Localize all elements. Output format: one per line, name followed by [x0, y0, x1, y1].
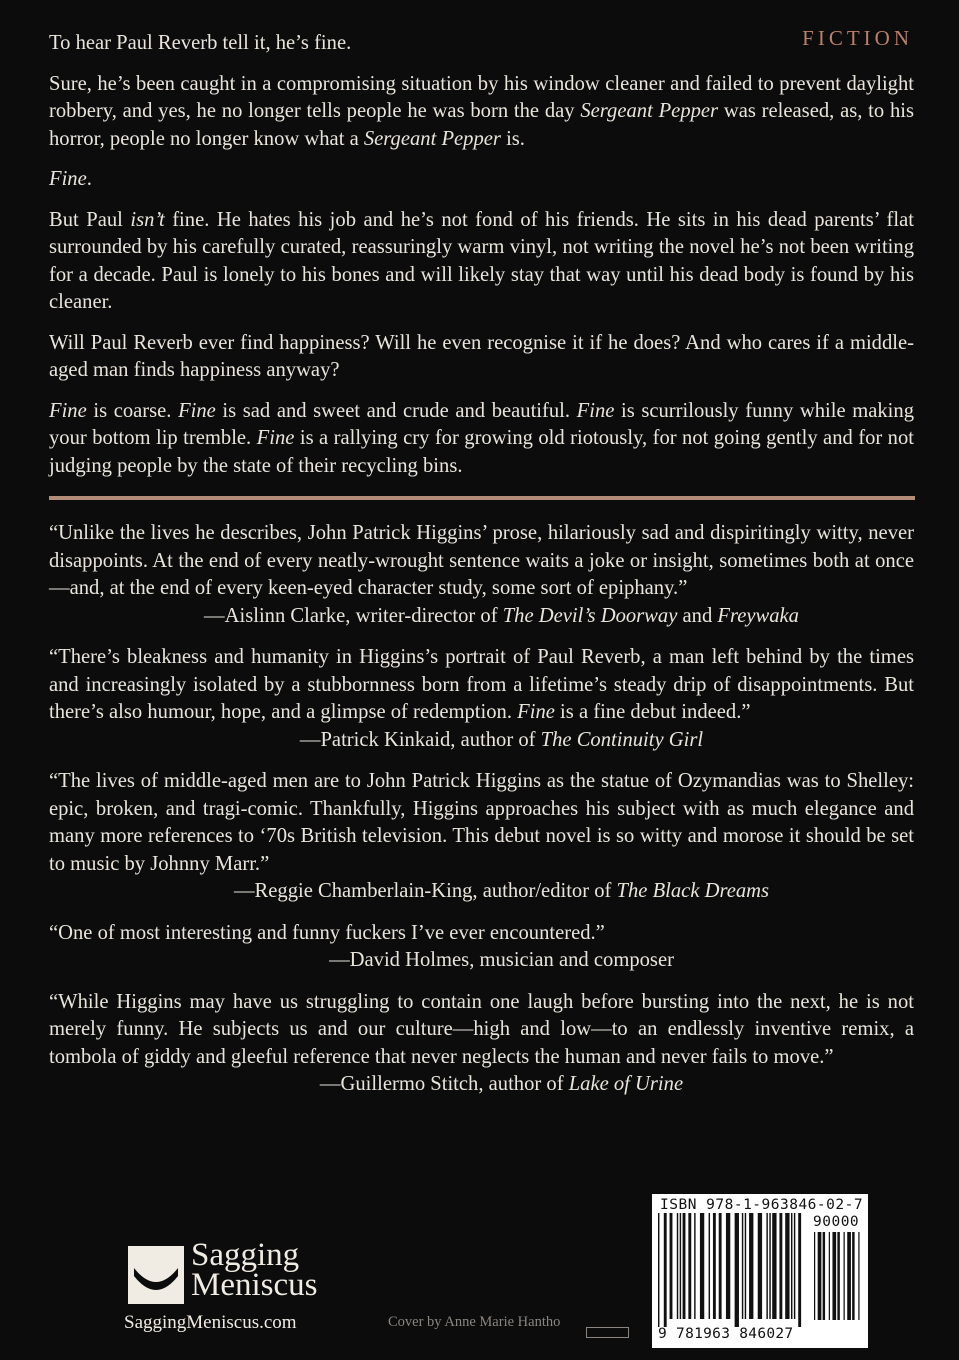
barcode-bars	[658, 1213, 804, 1327]
text-run: Sure, he’s been caught in a compromising situation by his window cleaner and failed to prevent daylight robbery, and yes, he no longer tells people he was born the day	[49, 72, 914, 122]
barcode-bar	[766, 1213, 767, 1319]
italic-text: isn’t	[130, 208, 165, 231]
text-run: was released, as, to his horror, people no longer know what a	[49, 100, 914, 150]
italic-text: Fine	[517, 701, 555, 723]
barcode	[652, 1194, 868, 1348]
barcode-bar	[677, 1213, 678, 1319]
barcode-bar	[713, 1213, 716, 1319]
text-run: “The lives of middle-aged men are to John Patrick Higgins as the statue of Ozymandias was to Shelley: epic, broken, and tragi-comic. Thankfully, Higgins approaches his subject with as much elegance and many more references to ‘70s British television. This debut novel is so witty and morose it should be set to music by Johnny Marr.”	[49, 770, 914, 875]
text-run: is a rallying cry for growing old riotously, for not going gently and for not judging people by the state of their recycling bins.	[49, 427, 915, 477]
text-run: is sad and sweet and crude and beautiful.	[215, 399, 577, 422]
barcode-bar	[769, 1213, 770, 1319]
text-run: .	[86, 168, 92, 190]
review-attribution	[49, 878, 914, 906]
review	[49, 768, 914, 906]
barcode-bar	[772, 1213, 776, 1319]
review-quote	[49, 989, 914, 1072]
italic-text: Fine	[256, 427, 295, 449]
italic-text: The Devil’s Doorway	[502, 604, 678, 627]
barcode-bar	[779, 1213, 782, 1319]
text-run: To hear Paul Reverb tell it, he’s fine.	[49, 32, 352, 54]
barcode-bar	[742, 1213, 743, 1319]
text-run: and	[677, 604, 718, 627]
italic-text: The Black Dreams	[616, 880, 770, 902]
review-attribution	[49, 727, 914, 755]
review	[49, 920, 914, 975]
barcode-bar	[794, 1213, 795, 1319]
barcode-bar	[680, 1213, 681, 1319]
barcode-bar	[818, 1232, 822, 1320]
review-attribution	[49, 603, 914, 631]
meniscus-icon	[128, 1246, 184, 1304]
barcode-addon-digits: 90000	[813, 1214, 860, 1230]
text-run: Will Paul Reverb ever find happiness? Will he even recognise it if he does? And who cares if a middle-aged man finds happiness anyway?	[49, 331, 914, 381]
barcode-bar	[837, 1232, 839, 1320]
italic-text: The Continuity Girl	[540, 728, 704, 751]
publisher-name-line: Meniscus	[191, 1267, 318, 1303]
barcode-bar	[726, 1213, 730, 1319]
review-quote	[49, 520, 914, 603]
text-run: —David Holmes, musician and composer	[329, 949, 674, 971]
review-quote	[49, 768, 914, 878]
blurb-paragraph	[49, 330, 914, 385]
text-run: —Guillermo Stitch, author of	[319, 1073, 569, 1095]
review	[49, 520, 914, 630]
barcode-bar	[814, 1232, 815, 1320]
barcode-bar	[852, 1232, 854, 1320]
barcode-bar	[858, 1232, 859, 1320]
barcode-bar	[745, 1213, 746, 1319]
barcode-bar	[798, 1213, 801, 1327]
barcode-bar	[749, 1213, 753, 1319]
text-run: is a fine debut indeed.”	[554, 701, 751, 723]
italic-text: Fine	[49, 399, 87, 422]
review-quote	[49, 644, 914, 727]
blurb-paragraph	[49, 398, 914, 481]
price-box	[586, 1327, 629, 1338]
italic-text: Sergeant Pepper	[363, 127, 501, 150]
text-run: is coarse.	[86, 399, 179, 422]
blurb-paragraph	[49, 207, 914, 317]
barcode-bar	[709, 1213, 710, 1319]
text-run: But Paul	[49, 208, 131, 231]
barcode-bar	[683, 1213, 686, 1319]
barcode-addon-bars	[814, 1232, 862, 1328]
barcode-bar	[664, 1213, 667, 1327]
barcode-bar	[832, 1232, 836, 1320]
italic-text: Fine	[576, 399, 615, 422]
italic-text: Fine	[178, 399, 216, 422]
barcode-bar	[791, 1213, 792, 1319]
text-run: “Unlike the lives he describes, John Patrick Higgins’ prose, hilariously sad and dispiritingly witty, never disappoints. At the end of every neatly-wrought sentence waits a joke or insight, sometimes both at once—and, at the end of every keen-eyed character study, some sort of epiphany.”	[49, 522, 914, 599]
italic-text: Fine	[49, 168, 87, 190]
genre-label: FICTION	[802, 26, 913, 50]
section-divider	[49, 496, 915, 500]
text-run: fine. He hates his job and he’s not fond of his friends. He sits in his dead parents’ flat surrounded by his carefully curated, reassuringly warm vinyl, not writing the novel he’s not been writing for a decade. Paul is lonely to his bones and will likely stay that way until his dead body is found by his cleaner.	[49, 208, 914, 313]
publisher-name	[191, 1237, 318, 1303]
review	[49, 644, 914, 754]
text-run: “One of most interesting and funny fuckers I’ve ever encountered.”	[49, 921, 605, 944]
text-run: —Reggie Chamberlain-King, author/editor of	[233, 880, 617, 902]
cover-credit: Cover by Anne Marie Hantho	[388, 1314, 561, 1330]
barcode-bar	[847, 1232, 851, 1320]
barcode-bar	[844, 1232, 845, 1320]
barcode-bar	[823, 1232, 825, 1320]
barcode-bar	[785, 1213, 789, 1319]
review-attribution	[49, 947, 914, 975]
barcode-bar	[658, 1213, 659, 1327]
barcode-bar	[700, 1213, 704, 1319]
publisher-logo	[124, 1238, 324, 1358]
blurb-paragraph	[49, 30, 914, 58]
review-quote	[49, 920, 914, 948]
publisher-website: SaggingMeniscus.com	[124, 1312, 297, 1333]
barcode-bar	[688, 1213, 691, 1319]
barcode-bar	[694, 1213, 695, 1319]
italic-text: Freywaka	[717, 604, 799, 627]
barcode-bar	[719, 1213, 722, 1319]
text-run: —Patrick Kinkaid, author of	[299, 728, 541, 751]
text-run: —Aislinn Clarke, writer-director of	[204, 604, 503, 627]
barcode-bar	[758, 1213, 762, 1319]
publisher-name-line: Sagging	[191, 1237, 300, 1273]
barcode-bar	[829, 1232, 830, 1320]
review	[49, 989, 914, 1099]
blurb-paragraph	[49, 71, 914, 154]
isbn-label: ISBN 978-1-963846-02-7	[660, 1197, 864, 1213]
reviews	[49, 520, 914, 1113]
text-run: is scurrilously funny while making your bottom lip tremble.	[49, 399, 914, 449]
blurb	[49, 30, 914, 493]
text-run: is.	[500, 127, 525, 150]
italic-text: Sergeant Pepper	[580, 100, 719, 122]
barcode-bar	[735, 1213, 739, 1327]
ean-digits: 9 781963 846027	[658, 1326, 794, 1342]
text-run: “There’s bleakness and humanity in Higgins’s portrait of Paul Reverb, a man left behind by the times and increasingly isolated by a stubbornness born from a lifetime’s steady drip of disappointments. But there’s also humour, hope, and a glimpse of redemption.	[49, 646, 914, 723]
review-attribution	[49, 1071, 914, 1099]
barcode-bar	[670, 1213, 673, 1319]
italic-text: Lake of Urine	[568, 1073, 684, 1095]
blurb-paragraph	[49, 166, 914, 194]
text-run: “While Higgins may have us struggling to contain one laugh before bursting into the next, he is not merely funny. He subjects us and our culture—high and low—to an endlessly inventive remix, a tombola of giddy and gleeful reference that never neglects the human and never fails to move.”	[49, 990, 914, 1068]
